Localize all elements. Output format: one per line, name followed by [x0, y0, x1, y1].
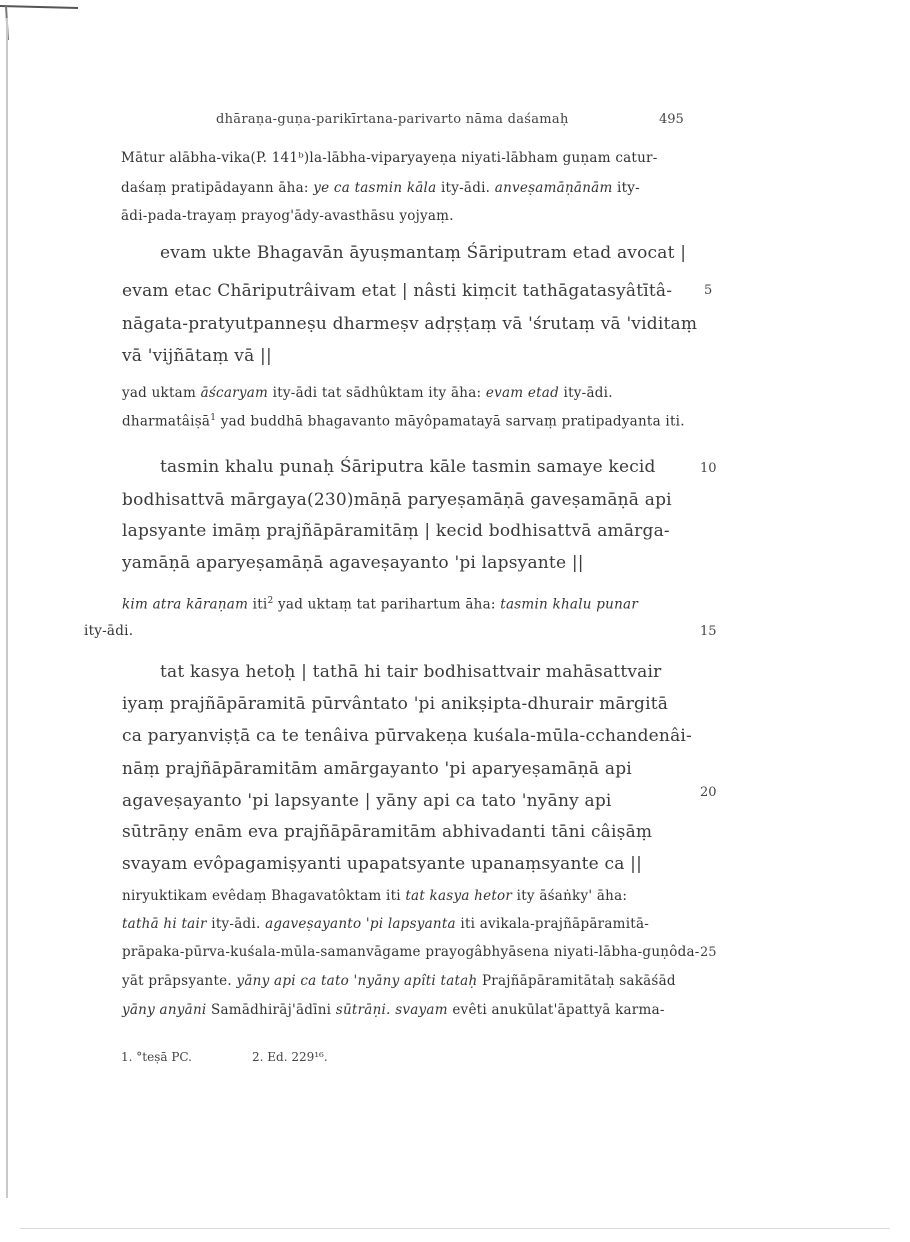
footnote-2: 2. Ed. 229¹⁶.	[252, 1050, 328, 1064]
verse-line: ca paryanviṣṭā ca te tenâiva pūrvakeṇa kuśala-mūla-cchandenâi-	[122, 726, 692, 746]
commentary-line: daśaṃ pratipādayann āha: ye ca tasmin kāla ity-ādi. anveṣamāṇānām ity-	[121, 180, 640, 196]
verse-line: nāgata-pratyutpanneṣu dharmeṣv adṛṣṭaṃ vā 'śrutaṃ vā 'viditaṃ	[122, 314, 698, 334]
line-number: 20	[700, 785, 717, 800]
line-number: 10	[700, 461, 717, 476]
commentary-line: yāt prāpsyante. yāny api ca tato 'nyāny apîti tataḥ Prajñāpāramitātaḥ sakāśād	[122, 973, 676, 989]
commentary-line: prāpaka-pūrva-kuśala-mūla-samanvāgame prayogâbhyāsena niyati-lābha-guṇôda-	[122, 944, 700, 960]
verse-line: yamāṇā aparyeṣamāṇā agaveṣayanto 'pi lapsyante ||	[122, 553, 584, 573]
footnote-marker: 1	[210, 413, 217, 423]
scan-edge-mark	[0, 0, 80, 40]
running-title: dhāraṇa-guṇa-parikīrtana-parivarto nāma daśamaḥ	[216, 112, 569, 127]
line-number: 25	[700, 945, 717, 960]
commentary-line: yad uktam āścaryam ity-ādi tat sādhûktam ity āha: evam etad ity-ādi.	[122, 385, 613, 401]
line-number: 15	[700, 624, 717, 639]
verse-line: evam ukte Bhagavān āyuṣmantaṃ Śāriputram etad avocat |	[160, 243, 687, 263]
verse-line: svayam evôpagamiṣyanti upapatsyante upanaṃsyante ca ||	[122, 854, 643, 874]
commentary-line: kim atra kāraṇam iti$^2$ yad uktaṃ tat parihartum āha: tasmin khalu punar	[122, 596, 639, 613]
line-number: 5	[704, 283, 713, 298]
footnote-marker: 2	[267, 596, 274, 606]
commentary-line: yāny anyāni Samādhirāj'ādīni sūtrāṇi. svayam evêti anukūlat'āpattyā karma-	[122, 1002, 665, 1018]
commentary-line: Mātur alābha-vika(P. 141ᵇ)la-lābha-viparyayeṇa niyati-lābham guṇam catur-	[121, 150, 658, 166]
verse-line: agaveṣayanto 'pi lapsyante | yāny api ca tato 'nyāny api	[122, 791, 612, 811]
verse-line: lapsyante imāṃ prajñāpāramitāṃ | kecid bodhisattvā amārga-	[122, 521, 670, 541]
verse-line: sūtrāṇy enām eva prajñāpāramitām abhivadanti tāni câiṣāṃ	[122, 822, 653, 842]
footnote-1: 1. °teṣā PC.	[121, 1050, 192, 1064]
page-number: 495	[659, 112, 684, 127]
commentary-line: tathā hi tair ity-ādi. agaveṣayanto 'pi lapsyanta iti avikala-prajñāpāramitā-	[122, 916, 650, 932]
scan-edge-bottom	[20, 1228, 890, 1229]
verse-line: vā 'vijñātaṃ vā ||	[122, 346, 272, 366]
verse-line: iyaṃ prajñāpāramitā pūrvântato 'pi anikṣipta-dhurair mārgitā	[122, 694, 669, 714]
verse-line: evam etac Chāriputrâivam etat | nâsti kiṃcit tathāgatasyâtītâ-	[122, 281, 673, 301]
scan-edge-left	[6, 18, 8, 1198]
verse-line: nāṃ prajñāpāramitām amārgayanto 'pi aparyeṣamāṇā api	[122, 759, 632, 779]
verse-line: tat kasya hetoḥ | tathā hi tair bodhisattvair mahāsattvair	[160, 662, 662, 682]
commentary-line: dharmatâiṣā$^1$ yad buddhā bhagavanto māyôpamatayā sarvaṃ pratipadyanta iti.	[122, 413, 685, 430]
commentary-line: niryuktikam evêdaṃ Bhagavatôktam iti tat kasya hetor ity āśaṅky' āha:	[122, 888, 628, 904]
verse-line: tasmin khalu punaḥ Śāriputra kāle tasmin samaye kecid	[160, 457, 656, 477]
verse-line: bodhisattvā mārgaya(230)māṇā paryeṣamāṇā gaveṣamāṇā api	[122, 490, 672, 510]
commentary-line: ādi-pada-trayaṃ prayog'ādy-avasthāsu yojyaṃ.	[121, 208, 454, 224]
commentary-line: ity-ādi.	[84, 623, 134, 639]
